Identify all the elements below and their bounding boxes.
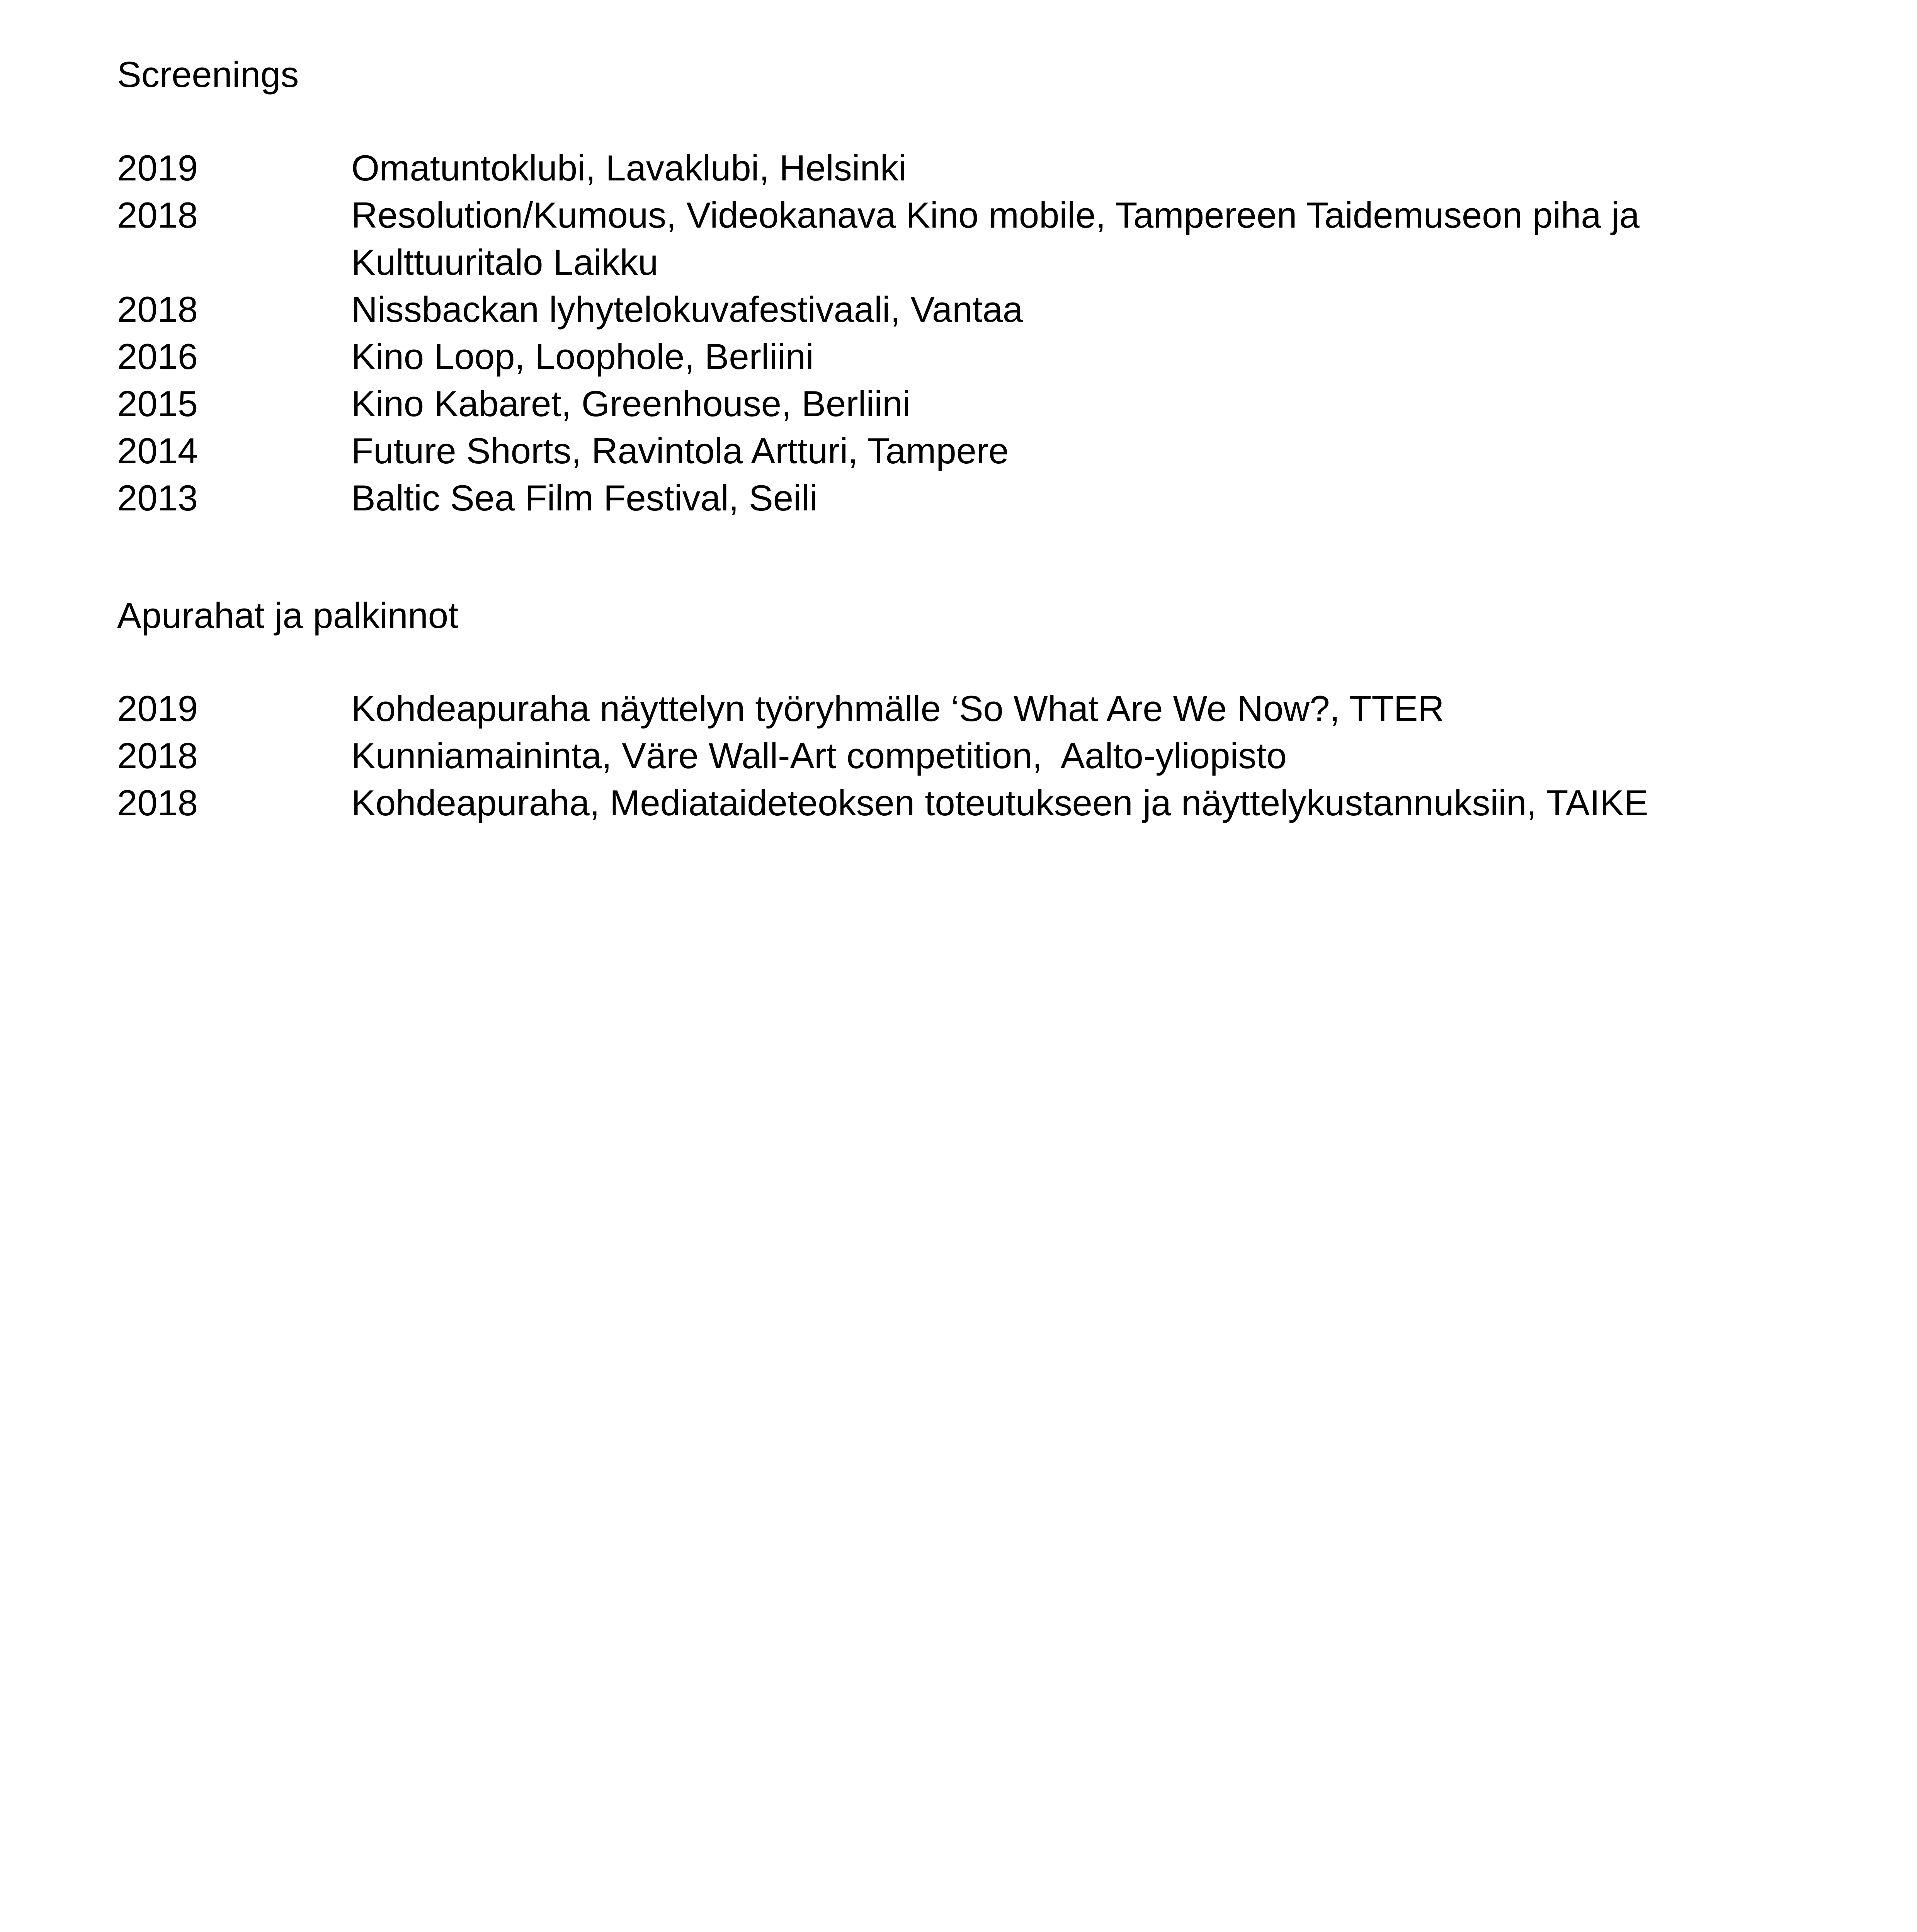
list-item [117, 685, 1895, 732]
list-item [117, 192, 1895, 286]
list-item [117, 779, 1895, 827]
year: 2018 [117, 782, 198, 823]
entry-text: Kohdeapuraha näyttelyn työryhmälle ‘So What Are We Now?, TTER [351, 688, 1444, 729]
year: 2019 [117, 688, 198, 729]
screenings-list [117, 145, 1895, 522]
screenings-heading: Screenings [117, 54, 299, 95]
year: 2019 [117, 148, 198, 188]
document-page [0, 0, 1917, 904]
entry-text: Resolution/Kumous, Videokanava Kino mobile, Tampereen Taidemuseon piha ja Kulttuuritalo Laikku [351, 195, 1650, 282]
entry-text: Kohdeapuraha, Mediataideteoksen toteutukseen ja näyttelykustannuksiin, TAIKE [351, 782, 1648, 823]
entry-text: Nissbackan lyhytelokuvafestivaali, Vantaa [351, 289, 1023, 330]
grants-list [117, 685, 1895, 827]
year: 2018 [117, 735, 198, 776]
list-item [117, 732, 1895, 779]
list-item [117, 427, 1895, 474]
entry-text: Kunniamaininta, Väre Wall-Art competition, Aalto-yliopisto [351, 735, 1287, 776]
entry-text: Baltic Sea Film Festival, Seili [351, 478, 818, 518]
grants-heading: Apurahat ja palkinnot [117, 595, 459, 636]
list-item [117, 145, 1895, 192]
year: 2014 [117, 430, 198, 471]
list-item [117, 474, 1895, 522]
entry-text: Kino Kabaret, Greenhouse, Berliini [351, 383, 911, 424]
list-item [117, 333, 1895, 380]
entry-text: Omatuntoklubi, Lavaklubi, Helsinki [351, 148, 907, 188]
year: 2018 [117, 289, 198, 330]
year: 2018 [117, 195, 198, 235]
list-item [117, 380, 1895, 427]
entry-text: Kino Loop, Loophole, Berliini [351, 336, 814, 377]
entry-text: Future Shorts, Ravintola Artturi, Tampere [351, 430, 1009, 471]
list-item [117, 286, 1895, 333]
year: 2013 [117, 478, 198, 518]
year: 2016 [117, 336, 198, 377]
year: 2015 [117, 383, 198, 424]
